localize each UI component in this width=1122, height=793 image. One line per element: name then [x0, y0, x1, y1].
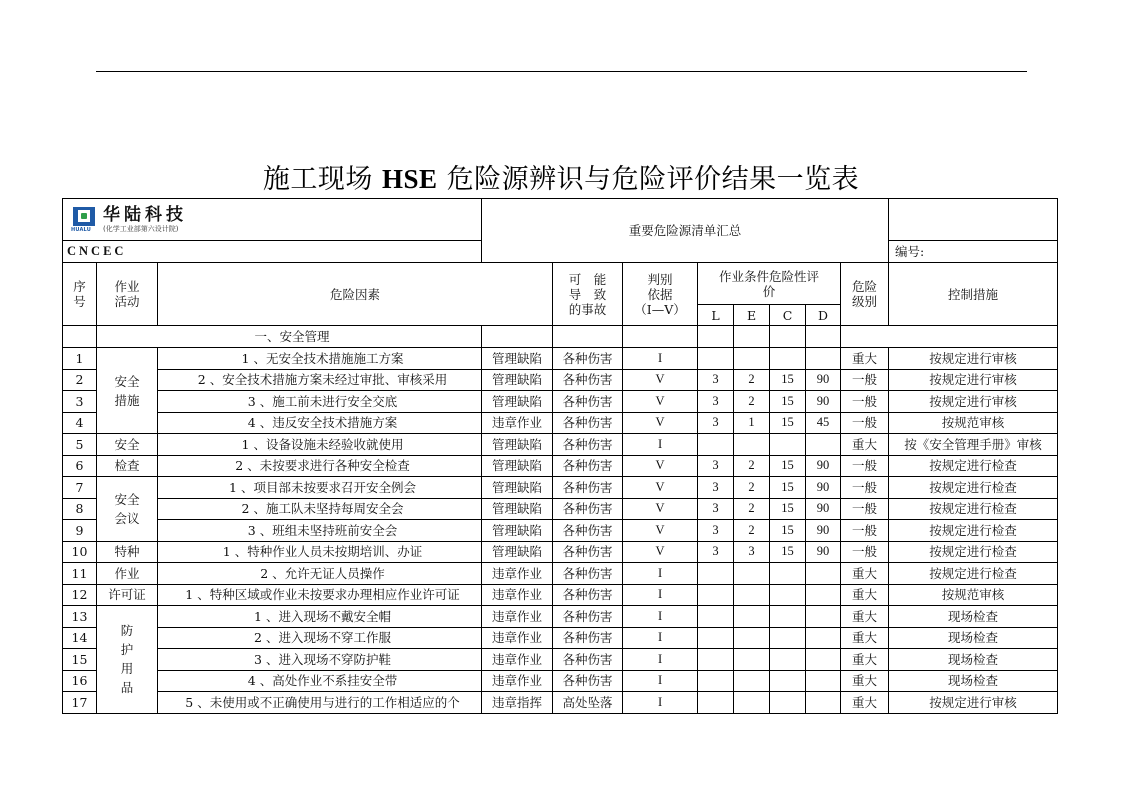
row-L: 3 — [698, 369, 734, 391]
row-C: 15 — [770, 498, 806, 520]
row-E — [734, 563, 770, 585]
row-control: 按规定进行检查 — [889, 477, 1058, 499]
row-seq: 5 — [63, 434, 97, 456]
row-accident: 各种伤害 — [553, 348, 623, 370]
row-D — [806, 563, 841, 585]
row-D — [806, 649, 841, 671]
row-C: 15 — [770, 412, 806, 434]
row-seq: 15 — [63, 649, 97, 671]
activity-group-5: 作业 — [97, 563, 158, 585]
row-level: 重大 — [841, 627, 889, 649]
serial-number-value — [889, 199, 1058, 241]
row-cause: 管理缺陷 — [482, 455, 553, 477]
row-accident: 各种伤害 — [553, 649, 623, 671]
row-D: 90 — [806, 541, 841, 563]
row-accident: 各种伤害 — [553, 369, 623, 391]
row-cause: 管理缺陷 — [482, 498, 553, 520]
row-seq: 13 — [63, 606, 97, 628]
row-level: 一般 — [841, 520, 889, 542]
row-C: 15 — [770, 541, 806, 563]
activity-group-4: 特种 — [97, 541, 158, 563]
row-C — [770, 692, 806, 714]
table-row — [63, 391, 1058, 413]
row-basis: V — [623, 369, 698, 391]
brand-subtext: (化学工业部第六设计院) — [103, 224, 179, 233]
table-row — [63, 627, 1058, 649]
row-hazard: 5 、未使用或不正确使用与进行的工作相适应的个 — [158, 692, 482, 714]
row-E — [734, 692, 770, 714]
row-control: 现场检查 — [889, 649, 1058, 671]
row-C — [770, 606, 806, 628]
row-cause: 管理缺陷 — [482, 541, 553, 563]
row-D — [806, 584, 841, 606]
row-L: 3 — [698, 412, 734, 434]
col-header-hazard: 危险因素 — [158, 263, 553, 326]
row-C: 15 — [770, 477, 806, 499]
row-basis: I — [623, 348, 698, 370]
row-level: 一般 — [841, 477, 889, 499]
col-header-basis: 判别 依据 （I—V） — [623, 263, 698, 326]
hualu-logo-icon: HUALU — [71, 207, 97, 233]
row-E — [734, 434, 770, 456]
section-label: 一、安全管理 — [97, 326, 482, 348]
row-D — [806, 627, 841, 649]
row-D: 90 — [806, 369, 841, 391]
row-C: 15 — [770, 369, 806, 391]
row-L — [698, 434, 734, 456]
row-basis: V — [623, 391, 698, 413]
row-L — [698, 606, 734, 628]
serial-number-label: 编号: — [889, 241, 1058, 263]
row-accident: 各种伤害 — [553, 498, 623, 520]
activity-group-2: 检查 — [97, 455, 158, 477]
row-cause: 管理缺陷 — [482, 434, 553, 456]
row-C — [770, 348, 806, 370]
row-seq: 10 — [63, 541, 97, 563]
row-L — [698, 627, 734, 649]
activity-group-6: 许可证 — [97, 584, 158, 606]
col-header-D: D — [806, 305, 841, 326]
row-hazard: 2 、安全技术措施方案未经过审批、审核采用 — [158, 369, 482, 391]
row-level: 重大 — [841, 584, 889, 606]
cncec-label: CNCEC — [63, 241, 482, 263]
row-hazard: 2 、允许无证人员操作 — [158, 563, 482, 585]
col-header-C: C — [770, 305, 806, 326]
row-basis: V — [623, 455, 698, 477]
col-header-activity: 作业 活动 — [97, 263, 158, 326]
row-D: 90 — [806, 520, 841, 542]
row-accident: 各种伤害 — [553, 584, 623, 606]
row-E — [734, 649, 770, 671]
row-D — [806, 434, 841, 456]
row-seq: 12 — [63, 584, 97, 606]
row-control: 按规范审核 — [889, 584, 1058, 606]
row-D: 90 — [806, 455, 841, 477]
row-basis: I — [623, 692, 698, 714]
row-L — [698, 670, 734, 692]
row-level: 一般 — [841, 541, 889, 563]
col-header-seq: 序 号 — [63, 263, 97, 326]
row-L: 3 — [698, 498, 734, 520]
row-E — [734, 670, 770, 692]
row-level: 一般 — [841, 498, 889, 520]
row-basis: V — [623, 477, 698, 499]
table-row — [63, 670, 1058, 692]
row-hazard: 3 、进入现场不穿防护鞋 — [158, 649, 482, 671]
activity-group-7: 防 护 用 品 — [97, 606, 158, 714]
row-basis: I — [623, 627, 698, 649]
row-hazard: 1 、项目部未按要求召开安全例会 — [158, 477, 482, 499]
row-basis: I — [623, 563, 698, 585]
row-control: 按规定进行检查 — [889, 563, 1058, 585]
row-basis: V — [623, 541, 698, 563]
row-cause: 管理缺陷 — [482, 520, 553, 542]
row-control: 按规定进行审核 — [889, 369, 1058, 391]
row-hazard: 1 、无安全技术措施施工方案 — [158, 348, 482, 370]
row-hazard: 1 、设备设施未经验收就使用 — [158, 434, 482, 456]
row-control: 按规定进行审核 — [889, 391, 1058, 413]
row-seq: 8 — [63, 498, 97, 520]
row-L — [698, 348, 734, 370]
table-row — [63, 434, 1058, 456]
row-E — [734, 606, 770, 628]
row-C — [770, 627, 806, 649]
row-D — [806, 692, 841, 714]
row-hazard: 4 、高处作业不系挂安全带 — [158, 670, 482, 692]
row-basis: I — [623, 670, 698, 692]
row-D: 90 — [806, 498, 841, 520]
section-seq-empty — [63, 326, 97, 348]
col-header-control: 控制措施 — [889, 263, 1058, 326]
row-hazard: 1 、特种作业人员未按期培训、办证 — [158, 541, 482, 563]
row-control: 按规定进行检查 — [889, 455, 1058, 477]
row-hazard: 4 、违反安全技术措施方案 — [158, 412, 482, 434]
row-E: 2 — [734, 520, 770, 542]
row-seq: 4 — [63, 412, 97, 434]
row-D: 90 — [806, 391, 841, 413]
row-level: 重大 — [841, 563, 889, 585]
row-control: 现场检查 — [889, 606, 1058, 628]
col-header-L: L — [698, 305, 734, 326]
row-C: 15 — [770, 455, 806, 477]
table-row — [63, 412, 1058, 434]
row-accident: 各种伤害 — [553, 670, 623, 692]
row-hazard: 1 、特种区域或作业未按要求办理相应作业许可证 — [158, 584, 482, 606]
brand-name: 华陆科技 — [103, 204, 187, 225]
col-header-E: E — [734, 305, 770, 326]
row-C — [770, 670, 806, 692]
row-D — [806, 606, 841, 628]
title-latin: HSE — [381, 164, 438, 194]
col-header-accident: 可 能 导 致 的事故 — [553, 263, 623, 326]
table-subtitle: 重要危险源清单汇总 — [482, 199, 889, 263]
row-E: 2 — [734, 498, 770, 520]
row-E: 2 — [734, 455, 770, 477]
row-basis: I — [623, 584, 698, 606]
row-cause: 违章作业 — [482, 606, 553, 628]
row-cause: 违章作业 — [482, 412, 553, 434]
row-accident: 高处坠落 — [553, 692, 623, 714]
table-row — [63, 455, 1058, 477]
row-level: 重大 — [841, 649, 889, 671]
table-row — [63, 541, 1058, 563]
row-seq: 9 — [63, 520, 97, 542]
row-seq: 6 — [63, 455, 97, 477]
row-hazard: 3 、班组未坚持班前安全会 — [158, 520, 482, 542]
table-row — [63, 477, 1058, 499]
row-C: 15 — [770, 391, 806, 413]
row-hazard: 2 、未按要求进行各种安全检查 — [158, 455, 482, 477]
row-cause: 管理缺陷 — [482, 348, 553, 370]
row-E: 2 — [734, 477, 770, 499]
row-L — [698, 584, 734, 606]
row-control: 按《安全管理手册》审核 — [889, 434, 1058, 456]
row-basis: V — [623, 498, 698, 520]
row-L — [698, 563, 734, 585]
row-cause: 违章作业 — [482, 584, 553, 606]
row-L: 3 — [698, 541, 734, 563]
row-cause: 管理缺陷 — [482, 391, 553, 413]
row-level: 一般 — [841, 412, 889, 434]
table-row — [63, 369, 1058, 391]
row-E: 2 — [734, 391, 770, 413]
activity-group-1: 安全 — [97, 434, 158, 456]
row-control: 按规定进行审核 — [889, 692, 1058, 714]
row-hazard: 2 、进入现场不穿工作服 — [158, 627, 482, 649]
row-E — [734, 348, 770, 370]
row-C — [770, 563, 806, 585]
header-rule — [96, 71, 1027, 72]
row-basis: I — [623, 434, 698, 456]
row-accident: 各种伤害 — [553, 477, 623, 499]
row-control: 按规定进行检查 — [889, 520, 1058, 542]
row-basis: I — [623, 649, 698, 671]
row-control: 按规定进行审核 — [889, 348, 1058, 370]
row-control: 按规范审核 — [889, 412, 1058, 434]
row-cause: 违章指挥 — [482, 692, 553, 714]
row-E: 2 — [734, 369, 770, 391]
row-level: 重大 — [841, 670, 889, 692]
row-control: 现场检查 — [889, 627, 1058, 649]
row-L: 3 — [698, 477, 734, 499]
hazard-table — [62, 198, 1058, 714]
row-seq: 3 — [63, 391, 97, 413]
title-suffix: 危险源辨识与危险评价结果一览表 — [446, 164, 860, 195]
row-accident: 各种伤害 — [553, 627, 623, 649]
row-L: 3 — [698, 391, 734, 413]
row-hazard: 2 、施工队未坚持每周安全会 — [158, 498, 482, 520]
row-L — [698, 692, 734, 714]
row-seq: 17 — [63, 692, 97, 714]
row-seq: 7 — [63, 477, 97, 499]
row-control: 按规定进行检查 — [889, 498, 1058, 520]
row-seq: 11 — [63, 563, 97, 585]
row-control: 按规定进行检查 — [889, 541, 1058, 563]
row-D — [806, 348, 841, 370]
col-header-evaluation: 作业条件危险性评 价 — [698, 263, 841, 305]
row-hazard: 1 、进入现场不戴安全帽 — [158, 606, 482, 628]
row-control: 现场检查 — [889, 670, 1058, 692]
row-basis: I — [623, 606, 698, 628]
row-basis: V — [623, 412, 698, 434]
table-row — [63, 584, 1058, 606]
table-row — [63, 606, 1058, 628]
row-E — [734, 627, 770, 649]
row-accident: 各种伤害 — [553, 606, 623, 628]
col-header-level: 危险 级别 — [841, 263, 889, 326]
logo-cell — [63, 199, 482, 241]
row-seq: 1 — [63, 348, 97, 370]
table-row — [63, 498, 1058, 520]
row-cause: 违章作业 — [482, 563, 553, 585]
row-seq: 14 — [63, 627, 97, 649]
table-row — [63, 348, 1058, 370]
row-C: 15 — [770, 520, 806, 542]
row-basis: V — [623, 520, 698, 542]
table-row — [63, 649, 1058, 671]
row-accident: 各种伤害 — [553, 520, 623, 542]
row-D — [806, 670, 841, 692]
row-level: 一般 — [841, 369, 889, 391]
table-row — [63, 692, 1058, 714]
row-level: 重大 — [841, 606, 889, 628]
row-cause: 管理缺陷 — [482, 477, 553, 499]
table-row — [63, 563, 1058, 585]
row-E — [734, 584, 770, 606]
activity-group-3: 安全 会议 — [97, 477, 158, 542]
row-E: 1 — [734, 412, 770, 434]
row-D: 45 — [806, 412, 841, 434]
row-accident: 各种伤害 — [553, 412, 623, 434]
row-cause: 违章作业 — [482, 627, 553, 649]
row-D: 90 — [806, 477, 841, 499]
row-L: 3 — [698, 520, 734, 542]
row-cause: 违章作业 — [482, 670, 553, 692]
row-accident: 各种伤害 — [553, 563, 623, 585]
document-title — [0, 157, 1122, 196]
row-accident: 各种伤害 — [553, 434, 623, 456]
row-accident: 各种伤害 — [553, 391, 623, 413]
row-cause: 管理缺陷 — [482, 369, 553, 391]
row-level: 一般 — [841, 391, 889, 413]
row-C — [770, 649, 806, 671]
title-prefix: 施工现场 — [262, 164, 373, 195]
activity-group-0: 安全 措施 — [97, 348, 158, 434]
row-L — [698, 649, 734, 671]
row-C — [770, 434, 806, 456]
row-level: 重大 — [841, 692, 889, 714]
row-accident: 各种伤害 — [553, 455, 623, 477]
row-L: 3 — [698, 455, 734, 477]
row-level: 重大 — [841, 348, 889, 370]
row-cause: 违章作业 — [482, 649, 553, 671]
table-row — [63, 520, 1058, 542]
row-accident: 各种伤害 — [553, 541, 623, 563]
row-C — [770, 584, 806, 606]
row-level: 重大 — [841, 434, 889, 456]
row-E: 3 — [734, 541, 770, 563]
row-seq: 2 — [63, 369, 97, 391]
row-seq: 16 — [63, 670, 97, 692]
row-hazard: 3 、施工前未进行安全交底 — [158, 391, 482, 413]
row-level: 一般 — [841, 455, 889, 477]
